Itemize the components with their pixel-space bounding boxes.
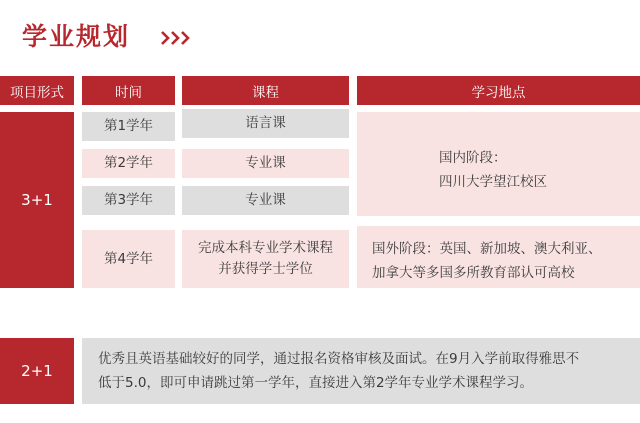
course-year-4-line-1: 完成本科专业学术课程 — [198, 240, 333, 256]
year-2-cell: 第2学年 — [82, 149, 175, 178]
location-abroad-cell — [357, 226, 640, 288]
header-program-format: 项目形式 — [0, 76, 74, 105]
location-domestic-line-1: 国内阶段： — [439, 150, 507, 166]
course-year-1-cell: 语言课 — [182, 109, 349, 138]
header-time: 时间 — [82, 76, 175, 105]
header-location: 学习地点 — [357, 76, 640, 105]
year-3-cell: 第3学年 — [82, 186, 175, 215]
program-2plus1-description — [82, 338, 640, 404]
location-abroad-line-1: 国外阶段：英国、新加坡、澳大利亚、 — [372, 241, 602, 257]
program-2plus1-label: 2+1 — [0, 338, 74, 404]
year-1-cell: 第1学年 — [82, 112, 175, 141]
course-year-3-cell: 专业课 — [182, 186, 349, 215]
program-3plus1-label: 3+1 — [0, 112, 74, 288]
location-abroad-line-2: 加拿大等多国多所教育部认可高校 — [372, 265, 575, 281]
description-line-2: 低于5.0，即可申请跳过第一学年，直接进入第2学年专业学术课程学习。 — [98, 375, 534, 391]
course-year-4-cell — [182, 230, 349, 288]
triple-chevron-right-icon — [160, 28, 200, 48]
location-domestic-cell — [357, 112, 640, 216]
course-year-2-cell: 专业课 — [182, 149, 349, 178]
course-year-4-line-2: 并获得学士学位 — [218, 261, 313, 277]
description-line-1: 优秀且英语基础较好的同学，通过报名资格审核及面试。在9月入学前取得雅思不 — [98, 351, 580, 367]
header-course: 课程 — [182, 76, 349, 105]
year-4-cell: 第4学年 — [82, 230, 175, 288]
page-title: 学业规划 — [22, 22, 131, 51]
location-domestic-line-2: 四川大学望江校区 — [439, 174, 547, 190]
